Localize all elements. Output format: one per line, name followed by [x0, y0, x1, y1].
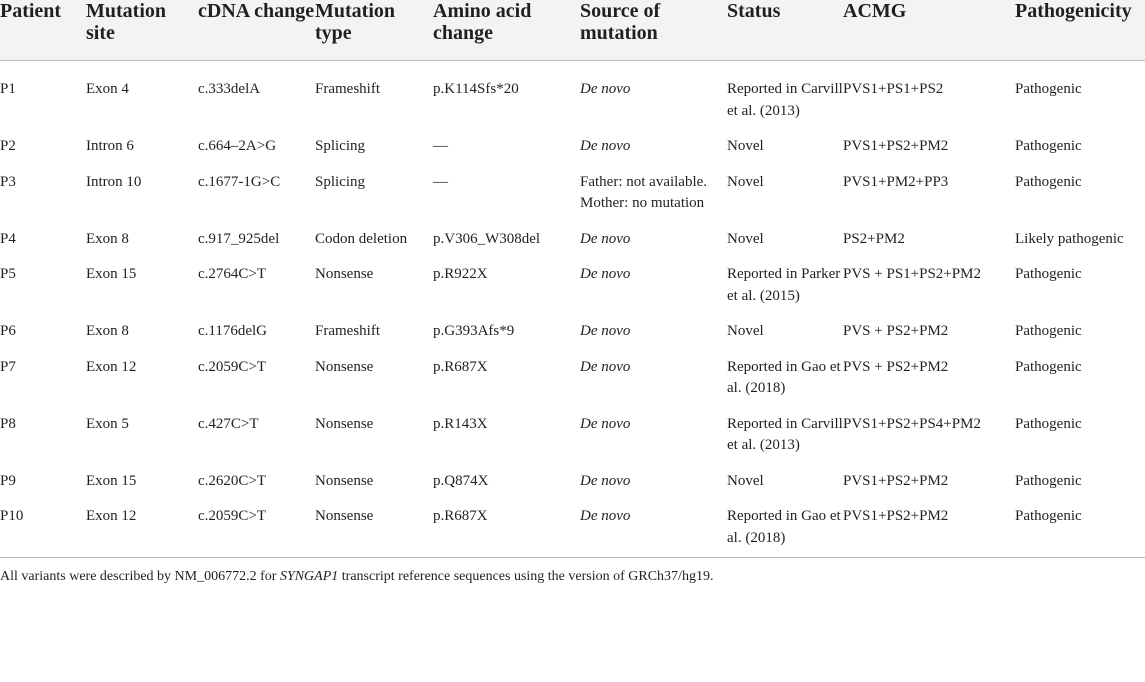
pathogenicity-value: Pathogenic — [1015, 358, 1082, 375]
cell-mutation-type — [315, 222, 433, 258]
acmg-value: PVS + PS1+PS2+PM2 — [843, 266, 981, 282]
patient-value: P2 — [0, 138, 16, 154]
cell-mutation-type — [315, 350, 433, 407]
pathogenicity-value: Pathogenic — [1015, 508, 1082, 524]
cell-mutation-site — [86, 464, 198, 500]
acmg-value: PVS1+PM2+PP3 — [843, 173, 949, 190]
cell-status — [727, 61, 843, 130]
cell-status — [727, 314, 843, 350]
table-row — [0, 165, 1145, 222]
cdna-change-value: c.664–2A>G — [198, 138, 277, 154]
status-value: Novel — [727, 173, 764, 190]
footnote-text-after: transcript reference sequences using the version of GRCh37/hg19. — [338, 569, 714, 584]
cell-amino-acid-change — [433, 61, 580, 130]
cell-pathogenicity — [1015, 350, 1145, 407]
cell-cdna-change — [198, 350, 315, 407]
source-of-mutation-value: De novo — [580, 472, 631, 489]
cell-pathogenicity — [1015, 464, 1145, 500]
source-of-mutation-value: De novo — [580, 81, 631, 97]
table-row — [0, 499, 1145, 558]
cell-patient — [0, 499, 86, 558]
cell-cdna-change — [198, 499, 315, 558]
cell-mutation-site — [86, 350, 198, 407]
cell-amino-acid-change — [433, 129, 580, 165]
source-of-mutation-value: De novo — [580, 358, 631, 375]
mutation-site-value: Intron 6 — [86, 138, 134, 154]
cell-mutation-type — [315, 257, 433, 314]
cell-amino-acid-change — [433, 257, 580, 314]
cell-cdna-change — [198, 165, 315, 222]
acmg-value: PVS + PS2+PM2 — [843, 323, 949, 339]
cell-pathogenicity — [1015, 61, 1145, 130]
status-value: Novel — [727, 230, 764, 247]
header-cdna-change: cDNA change — [198, 0, 315, 61]
header-source-of-mutation: Source of mutation — [580, 0, 727, 61]
cell-mutation-type — [315, 499, 433, 558]
cell-mutation-site — [86, 257, 198, 314]
cell-cdna-change — [198, 61, 315, 130]
pathogenicity-value: Pathogenic — [1015, 266, 1082, 282]
mutation-site-value: Intron 10 — [86, 173, 142, 190]
cell-source-of-mutation — [580, 61, 727, 130]
status-value: Reported in Carvill et al. (2013) — [727, 81, 843, 119]
header-acmg: ACMG — [843, 0, 1015, 61]
mutation-site-value: Exon 12 — [86, 508, 137, 524]
cell-mutation-site — [86, 129, 198, 165]
source-of-mutation-value: De novo — [580, 508, 631, 524]
acmg-value: PVS1+PS2+PM2 — [843, 472, 949, 489]
patient-value: P7 — [0, 358, 16, 375]
patient-value: P6 — [0, 323, 16, 339]
table-row — [0, 257, 1145, 314]
cdna-change-value: c.1176delG — [198, 323, 268, 339]
cell-mutation-type — [315, 314, 433, 350]
cell-patient — [0, 464, 86, 500]
cell-source-of-mutation — [580, 222, 727, 258]
cdna-change-value: c.2059C>T — [198, 508, 267, 524]
header-row — [0, 0, 1145, 61]
mutation-site-value: Exon 15 — [86, 472, 137, 489]
amino-acid-change-value: p.G393Afs*9 — [433, 323, 515, 339]
table-row — [0, 61, 1145, 130]
amino-acid-change-value: p.V306_W308del — [433, 230, 541, 247]
cell-amino-acid-change — [433, 350, 580, 407]
mutation-site-value: Exon 4 — [86, 81, 129, 97]
amino-acid-change-value: — — [433, 173, 448, 190]
cell-source-of-mutation — [580, 257, 727, 314]
mutation-site-value: Exon 5 — [86, 415, 129, 432]
cell-acmg — [843, 165, 1015, 222]
amino-acid-change-value: p.Q874X — [433, 472, 489, 489]
cell-acmg — [843, 314, 1015, 350]
cdna-change-value: c.2764C>T — [198, 266, 267, 282]
cell-status — [727, 222, 843, 258]
cell-patient — [0, 257, 86, 314]
cell-amino-acid-change — [433, 314, 580, 350]
cell-amino-acid-change — [433, 222, 580, 258]
cdna-change-value: c.917_925del — [198, 230, 280, 247]
status-value: Reported in Gao et al. (2018) — [727, 508, 841, 546]
source-of-mutation-value: De novo — [580, 230, 631, 247]
status-value: Novel — [727, 138, 764, 154]
cell-status — [727, 165, 843, 222]
patient-value: P10 — [0, 508, 24, 524]
cell-mutation-type — [315, 165, 433, 222]
table-row — [0, 314, 1145, 350]
mutation-type-value: Splicing — [315, 138, 366, 154]
source-of-mutation-value: De novo — [580, 138, 631, 154]
pathogenicity-value: Pathogenic — [1015, 415, 1082, 432]
source-of-mutation-value: Father: not available. Mother: no mutation — [580, 173, 708, 211]
mutation-site-value: Exon 8 — [86, 323, 129, 339]
status-value: Novel — [727, 472, 764, 489]
source-of-mutation-value: De novo — [580, 323, 631, 339]
header-patient: Patient — [0, 0, 86, 61]
cell-mutation-site — [86, 407, 198, 464]
mutation-site-value: Exon 12 — [86, 358, 137, 375]
source-of-mutation-value: De novo — [580, 415, 631, 432]
cell-acmg — [843, 257, 1015, 314]
cell-patient — [0, 350, 86, 407]
mutation-type-value: Nonsense — [315, 508, 374, 524]
mutation-type-value: Nonsense — [315, 358, 374, 375]
acmg-value: PVS1+PS2+PM2 — [843, 138, 949, 154]
cell-mutation-type — [315, 61, 433, 130]
cell-patient — [0, 314, 86, 350]
cell-cdna-change — [198, 257, 315, 314]
amino-acid-change-value: p.K114Sfs*20 — [433, 81, 519, 97]
header-mutation-type: Mutation type — [315, 0, 433, 61]
pathogenicity-value: Pathogenic — [1015, 472, 1082, 489]
cell-amino-acid-change — [433, 165, 580, 222]
patient-value: P5 — [0, 266, 16, 282]
cell-patient — [0, 222, 86, 258]
cell-pathogenicity — [1015, 165, 1145, 222]
header-pathogenicity: Pathogenicity — [1015, 0, 1145, 61]
cell-pathogenicity — [1015, 129, 1145, 165]
cdna-change-value: c.333delA — [198, 81, 261, 97]
mutation-site-value: Exon 8 — [86, 230, 129, 247]
patient-value: P4 — [0, 230, 16, 247]
amino-acid-change-value: — — [433, 138, 448, 154]
cell-source-of-mutation — [580, 499, 727, 558]
mutation-type-value: Splicing — [315, 173, 366, 190]
cell-acmg — [843, 350, 1015, 407]
pathogenicity-value: Pathogenic — [1015, 173, 1082, 190]
mutation-type-value: Frameshift — [315, 81, 380, 97]
amino-acid-change-value: p.R687X — [433, 358, 488, 375]
table-row — [0, 407, 1145, 464]
mutation-type-value: Nonsense — [315, 415, 374, 432]
cell-pathogenicity — [1015, 407, 1145, 464]
cdna-change-value: c.427C>T — [198, 415, 259, 432]
patient-value: P9 — [0, 472, 16, 489]
cell-amino-acid-change — [433, 464, 580, 500]
acmg-value: PVS1+PS2+PM2 — [843, 508, 949, 524]
header-status: Status — [727, 0, 843, 61]
cell-amino-acid-change — [433, 499, 580, 558]
cell-acmg — [843, 222, 1015, 258]
cell-mutation-site — [86, 165, 198, 222]
cell-acmg — [843, 129, 1015, 165]
cell-pathogenicity — [1015, 222, 1145, 258]
status-value: Reported in Gao et al. (2018) — [727, 358, 841, 396]
patient-value: P1 — [0, 81, 16, 97]
table-body — [0, 61, 1145, 558]
acmg-value: PVS1+PS1+PS2 — [843, 81, 944, 97]
cell-acmg — [843, 407, 1015, 464]
cell-cdna-change — [198, 129, 315, 165]
cell-acmg — [843, 464, 1015, 500]
cell-source-of-mutation — [580, 129, 727, 165]
status-value: Novel — [727, 323, 764, 339]
cdna-change-value: c.2620C>T — [198, 472, 267, 489]
cell-status — [727, 257, 843, 314]
table-row — [0, 222, 1145, 258]
cell-status — [727, 407, 843, 464]
cell-cdna-change — [198, 464, 315, 500]
pathogenicity-value: Likely pathogenic — [1015, 230, 1124, 247]
cell-source-of-mutation — [580, 350, 727, 407]
header-mutation-site: Mutation site — [86, 0, 198, 61]
table-row — [0, 350, 1145, 407]
amino-acid-change-value: p.R143X — [433, 415, 488, 432]
status-value: Reported in Carvill et al. (2013) — [727, 415, 843, 453]
cell-pathogenicity — [1015, 257, 1145, 314]
cell-source-of-mutation — [580, 314, 727, 350]
cell-status — [727, 464, 843, 500]
cell-mutation-type — [315, 407, 433, 464]
footnote-gene-name: SYNGAP1 — [279, 569, 339, 584]
cell-status — [727, 350, 843, 407]
cell-source-of-mutation — [580, 407, 727, 464]
mutation-type-value: Nonsense — [315, 472, 374, 489]
cell-mutation-type — [315, 129, 433, 165]
cell-source-of-mutation — [580, 464, 727, 500]
table-row — [0, 464, 1145, 500]
header-amino-acid-change: Amino acid change — [433, 0, 580, 61]
mutation-type-value: Codon deletion — [315, 230, 408, 247]
cell-amino-acid-change — [433, 407, 580, 464]
cell-cdna-change — [198, 407, 315, 464]
cdna-change-value: c.1677-1G>C — [198, 173, 281, 190]
mutation-type-value: Frameshift — [315, 323, 380, 339]
cell-source-of-mutation — [580, 165, 727, 222]
patient-value: P8 — [0, 415, 16, 432]
cell-acmg — [843, 61, 1015, 130]
table-row — [0, 129, 1145, 165]
pathogenicity-value: Pathogenic — [1015, 138, 1082, 154]
cell-mutation-site — [86, 499, 198, 558]
cell-mutation-site — [86, 61, 198, 130]
pathogenicity-value: Pathogenic — [1015, 81, 1082, 97]
cell-cdna-change — [198, 222, 315, 258]
cell-patient — [0, 129, 86, 165]
mutation-type-value: Nonsense — [315, 266, 374, 282]
cell-mutation-site — [86, 222, 198, 258]
cell-status — [727, 499, 843, 558]
cell-pathogenicity — [1015, 499, 1145, 558]
cdna-change-value: c.2059C>T — [198, 358, 267, 375]
table-footnote — [0, 568, 1145, 586]
acmg-value: PVS1+PS2+PS4+PM2 — [843, 415, 981, 432]
patient-value: P3 — [0, 173, 16, 190]
cell-patient — [0, 165, 86, 222]
cell-status — [727, 129, 843, 165]
source-of-mutation-value: De novo — [580, 266, 631, 282]
status-value: Reported in Parker et al. (2015) — [727, 266, 841, 304]
mutation-site-value: Exon 15 — [86, 266, 137, 282]
cell-mutation-type — [315, 464, 433, 500]
acmg-value: PVS + PS2+PM2 — [843, 358, 949, 375]
cell-patient — [0, 407, 86, 464]
cell-cdna-change — [198, 314, 315, 350]
amino-acid-change-value: p.R687X — [433, 508, 488, 524]
table-header — [0, 0, 1145, 61]
amino-acid-change-value: p.R922X — [433, 266, 488, 282]
cell-acmg — [843, 499, 1015, 558]
cell-mutation-site — [86, 314, 198, 350]
footnote-text-before: All variants were described by NM_006772.2 for — [0, 569, 280, 584]
cell-pathogenicity — [1015, 314, 1145, 350]
pathogenicity-value: Pathogenic — [1015, 323, 1082, 339]
acmg-value: PS2+PM2 — [843, 230, 905, 247]
cell-patient — [0, 61, 86, 130]
